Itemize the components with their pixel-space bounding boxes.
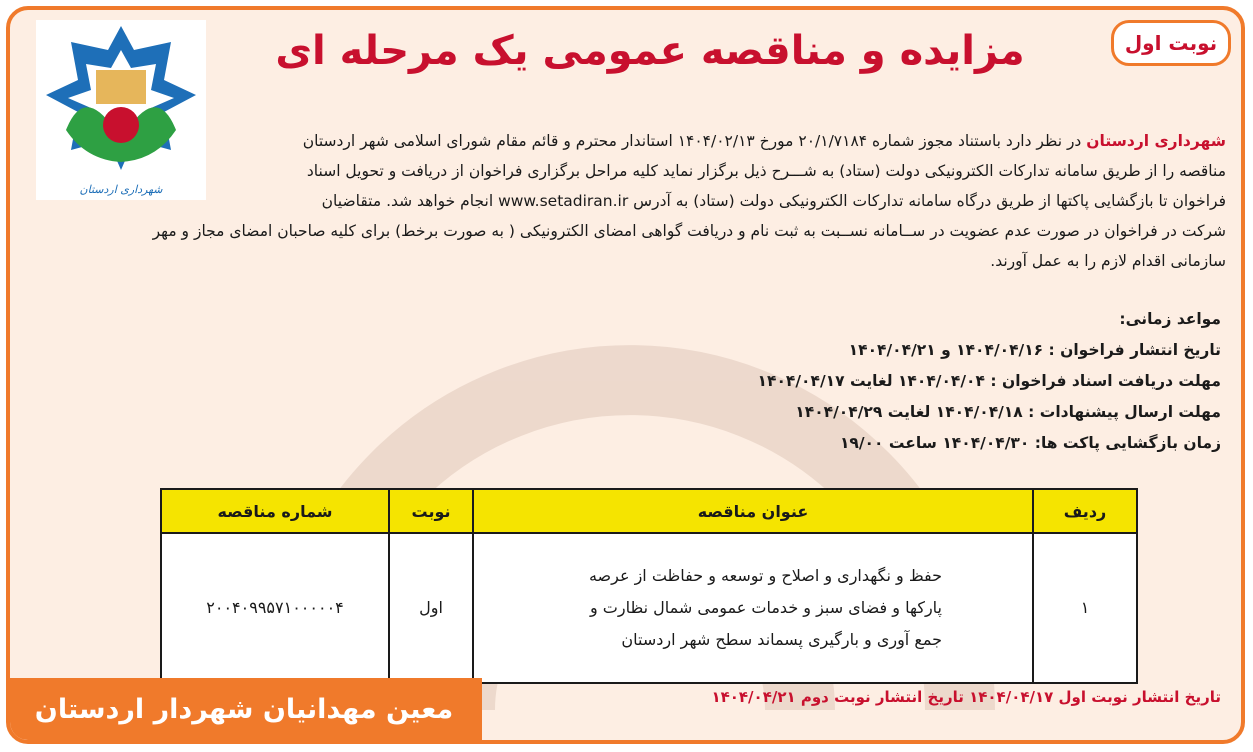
tender-title-line: حفظ و نگهداری و اصلاح و توسعه و حفاظت از عرصه [588, 566, 942, 585]
body-line-5: سازمانی اقدام لازم را به عمل آورند. [990, 252, 1226, 270]
schedule-item: زمان بازگشایی پاکت ها: ۱۴۰۴/۰۴/۳۰ ساعت ۱۹/۰۰ [839, 434, 1221, 452]
signature-text: معین مهدانیان شهردار اردستان [34, 693, 454, 725]
header-tender-title: عنوان مناقصه [473, 489, 1033, 533]
table-row [161, 533, 1137, 683]
body-line-3: فراخوان تا بازگشایی پاکتها از طریق درگاه سامانه تدارکات الکترونیکی دولت (ستاد) به آدرس www.setadiran.ir انجام خواهد شد. متقاضیان [321, 192, 1226, 210]
cell-tender-number: ۲۰۰۴۰۹۹۵۷۱۰۰۰۰۰۴ [161, 533, 389, 683]
header-tender-number: شماره مناقصه [161, 489, 389, 533]
tender-table [160, 488, 1138, 684]
organization-name: شهرداری اردستان [1086, 132, 1226, 150]
header-row-number: ردیف [1033, 489, 1137, 533]
announcement-frame [6, 6, 1245, 744]
body-line-1-text: در نظر دارد باستناد مجوز شماره ۲۰/۱/۷۱۸۴ مورخ ۱۴۰۴/۰۲/۱۳ استاندار محترم و قائم مقام شورای اسلامی شهر اردستان [302, 132, 1087, 150]
cell-round: اول [389, 533, 473, 683]
logo-caption: شهرداری اردستان [79, 183, 163, 196]
schedule-section [521, 304, 1221, 459]
tender-title-line: جمع آوری و بارگیری پسماند سطح شهر اردستان [621, 630, 942, 649]
schedule-item: مهلت دریافت اسناد فراخوان : ۱۴۰۴/۰۴/۰۴ لغایت ۱۴۰۴/۰۴/۱۷ [757, 372, 1221, 390]
header-round: نوبت [389, 489, 473, 533]
body-line-2: مناقصه را از طریق سامانه تدارکات الکترونیکی دولت (ستاد) به شـــرح ذیل برگزار نماید کلیه مراحل برگزاری فراخوان از دریافت و تحویل اسناد [306, 162, 1226, 180]
round-badge [1111, 20, 1231, 66]
tender-title-line: پارکها و فضای سبز و خدمات عمومی شمال نظارت و [589, 598, 942, 617]
table-header-row [161, 489, 1137, 533]
body-line-4: شرکت در فراخوان در صورت عدم عضویت در ســامانه نســبت به ثبت نام و دریافت گواهی امضای الکترونیکی ( به صورت برخط) برای کلیه صاحبان امضای مجاز و مهر [152, 222, 1226, 240]
schedule-item: مهلت ارسال پیشنهادات : ۱۴۰۴/۰۴/۱۸ لغایت ۱۴۰۴/۰۴/۲۹ [795, 403, 1221, 421]
cell-row-number: ۱ [1033, 533, 1137, 683]
schedule-heading: مواعد زمانی: [1119, 310, 1221, 328]
announcement-body [40, 126, 1226, 276]
body-line-1 [210, 126, 1226, 156]
round-badge-label: نوبت اول [1124, 31, 1218, 55]
schedule-item: تاریخ انتشار فراخوان : ۱۴۰۴/۰۴/۱۶ و ۱۴۰۴/۰۴/۲۱ [848, 341, 1221, 359]
publish-dates: تاریخ انتشار نوبت اول ۱۴۰۴/۰۴/۱۷ تاریخ انتشار نوبت دوم ۱۴۰۴/۰۴/۲۱ [711, 688, 1221, 706]
page-title: مزایده و مناقصه عمومی یک مرحله ای [275, 28, 1025, 74]
signature-banner [6, 678, 482, 740]
cell-tender-title [473, 533, 1033, 683]
